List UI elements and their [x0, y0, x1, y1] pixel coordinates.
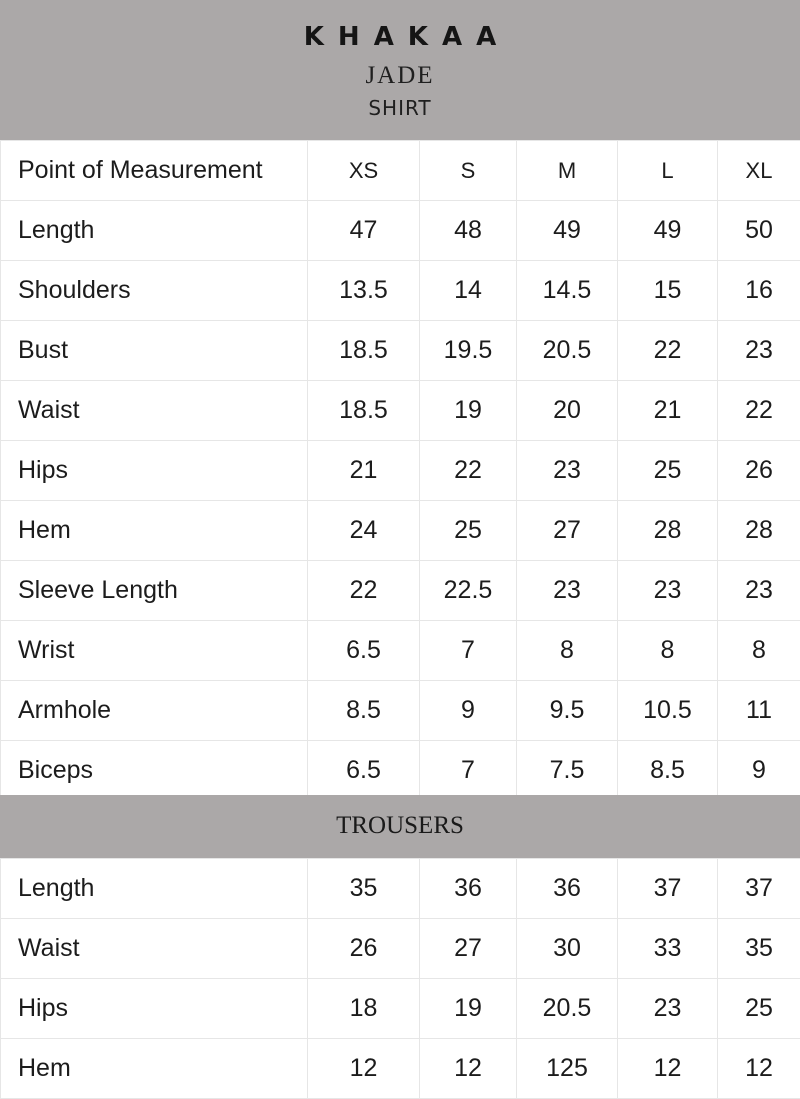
measurement-value: 8 [618, 621, 718, 681]
brand-logo: KHAKAA [303, 22, 511, 52]
measurement-value: 30 [517, 919, 618, 979]
table-row [1, 741, 800, 801]
section-title-trousers: TROUSERS [336, 812, 464, 839]
size-header-xs: XS [308, 141, 420, 201]
table-row [1, 381, 800, 441]
table-row [1, 621, 800, 681]
measurement-value: 20 [517, 381, 618, 441]
measurement-value: 22 [308, 561, 420, 621]
measurement-label: Hips [1, 979, 308, 1039]
size-header-s: S [420, 141, 517, 201]
measurement-value: 7 [420, 741, 517, 801]
measurement-label: Hips [1, 441, 308, 501]
table-row [1, 919, 800, 979]
measurement-value: 48 [420, 201, 517, 261]
measurement-value: 15 [618, 261, 718, 321]
measurement-value: 19 [420, 979, 517, 1039]
measurement-value: 35 [308, 859, 420, 919]
measurement-label: Bust [1, 321, 308, 381]
measurement-label: Sleeve Length [1, 561, 308, 621]
measurement-value: 25 [420, 501, 517, 561]
measurement-value: 13.5 [308, 261, 420, 321]
measurement-value: 25 [718, 979, 800, 1039]
table-row [1, 979, 800, 1039]
measurement-value: 27 [420, 919, 517, 979]
table-row [1, 561, 800, 621]
measurement-value: 26 [308, 919, 420, 979]
measurement-value: 49 [618, 201, 718, 261]
measurement-value: 16 [718, 261, 800, 321]
size-header-m: M [517, 141, 618, 201]
measurement-value: 22 [618, 321, 718, 381]
measurement-label: Hem [1, 501, 308, 561]
measurement-value: 8.5 [618, 741, 718, 801]
measurement-value: 22 [420, 441, 517, 501]
measurement-value: 8 [718, 621, 800, 681]
measurement-value: 28 [618, 501, 718, 561]
measurement-value: 14 [420, 261, 517, 321]
table-row [1, 201, 800, 261]
measurement-value: 18 [308, 979, 420, 1039]
measurement-value: 47 [308, 201, 420, 261]
measurement-value: 6.5 [308, 741, 420, 801]
measurement-value: 26 [718, 441, 800, 501]
measurement-value: 9.5 [517, 681, 618, 741]
table-row [1, 681, 800, 741]
measurement-value: 6.5 [308, 621, 420, 681]
table-row [1, 501, 800, 561]
measurement-value: 21 [308, 441, 420, 501]
measurement-value: 19.5 [420, 321, 517, 381]
measurement-value: 14.5 [517, 261, 618, 321]
table-row [1, 1039, 800, 1099]
table-row [1, 321, 800, 381]
measurement-value: 125 [517, 1039, 618, 1099]
measurement-value: 37 [618, 859, 718, 919]
measurement-value: 23 [718, 561, 800, 621]
table-row [1, 859, 800, 919]
measurement-value: 25 [618, 441, 718, 501]
measurement-value: 22.5 [420, 561, 517, 621]
table-row [1, 441, 800, 501]
measurement-label: Waist [1, 381, 308, 441]
measurement-label: Length [1, 201, 308, 261]
measurement-value: 36 [420, 859, 517, 919]
measurement-value: 27 [517, 501, 618, 561]
measurement-value: 23 [517, 441, 618, 501]
measurement-value: 20.5 [517, 321, 618, 381]
measurement-value: 23 [718, 321, 800, 381]
measurement-value: 8.5 [308, 681, 420, 741]
measurement-value: 49 [517, 201, 618, 261]
measurement-value: 12 [308, 1039, 420, 1099]
trousers-size-table [0, 858, 800, 1099]
measurement-label: Shoulders [1, 261, 308, 321]
measurement-value: 33 [618, 919, 718, 979]
measurement-value: 50 [718, 201, 800, 261]
measurement-value: 9 [420, 681, 517, 741]
table-row [1, 261, 800, 321]
measurement-label: Length [1, 859, 308, 919]
measurement-value: 36 [517, 859, 618, 919]
product-name: JADE [365, 62, 435, 89]
measurement-value: 11 [718, 681, 800, 741]
measurement-value: 24 [308, 501, 420, 561]
measurement-label: Hem [1, 1039, 308, 1099]
measurement-value: 18.5 [308, 321, 420, 381]
measurement-value: 7.5 [517, 741, 618, 801]
section-title-shirt: SHIRT [368, 96, 432, 120]
measurement-value: 18.5 [308, 381, 420, 441]
header-banner [0, 0, 800, 140]
measurement-value: 23 [517, 561, 618, 621]
column-header-point-of-measurement: Point of Measurement [1, 141, 308, 201]
measurement-value: 8 [517, 621, 618, 681]
trousers-banner [0, 795, 800, 858]
measurement-value: 7 [420, 621, 517, 681]
measurement-value: 28 [718, 501, 800, 561]
measurement-value: 9 [718, 741, 800, 801]
measurement-label: Armhole [1, 681, 308, 741]
measurement-value: 12 [618, 1039, 718, 1099]
measurement-value: 19 [420, 381, 517, 441]
measurement-value: 12 [718, 1039, 800, 1099]
measurement-label: Biceps [1, 741, 308, 801]
measurement-value: 22 [718, 381, 800, 441]
measurement-label: Waist [1, 919, 308, 979]
measurement-value: 20.5 [517, 979, 618, 1039]
measurement-label: Wrist [1, 621, 308, 681]
measurement-value: 21 [618, 381, 718, 441]
size-header-l: L [618, 141, 718, 201]
size-header-xl: XL [718, 141, 800, 201]
measurement-value: 23 [618, 979, 718, 1039]
measurement-value: 35 [718, 919, 800, 979]
measurement-value: 10.5 [618, 681, 718, 741]
measurement-value: 12 [420, 1039, 517, 1099]
measurement-value: 37 [718, 859, 800, 919]
shirt-header-row [1, 141, 800, 201]
shirt-size-table [0, 140, 800, 801]
measurement-value: 23 [618, 561, 718, 621]
